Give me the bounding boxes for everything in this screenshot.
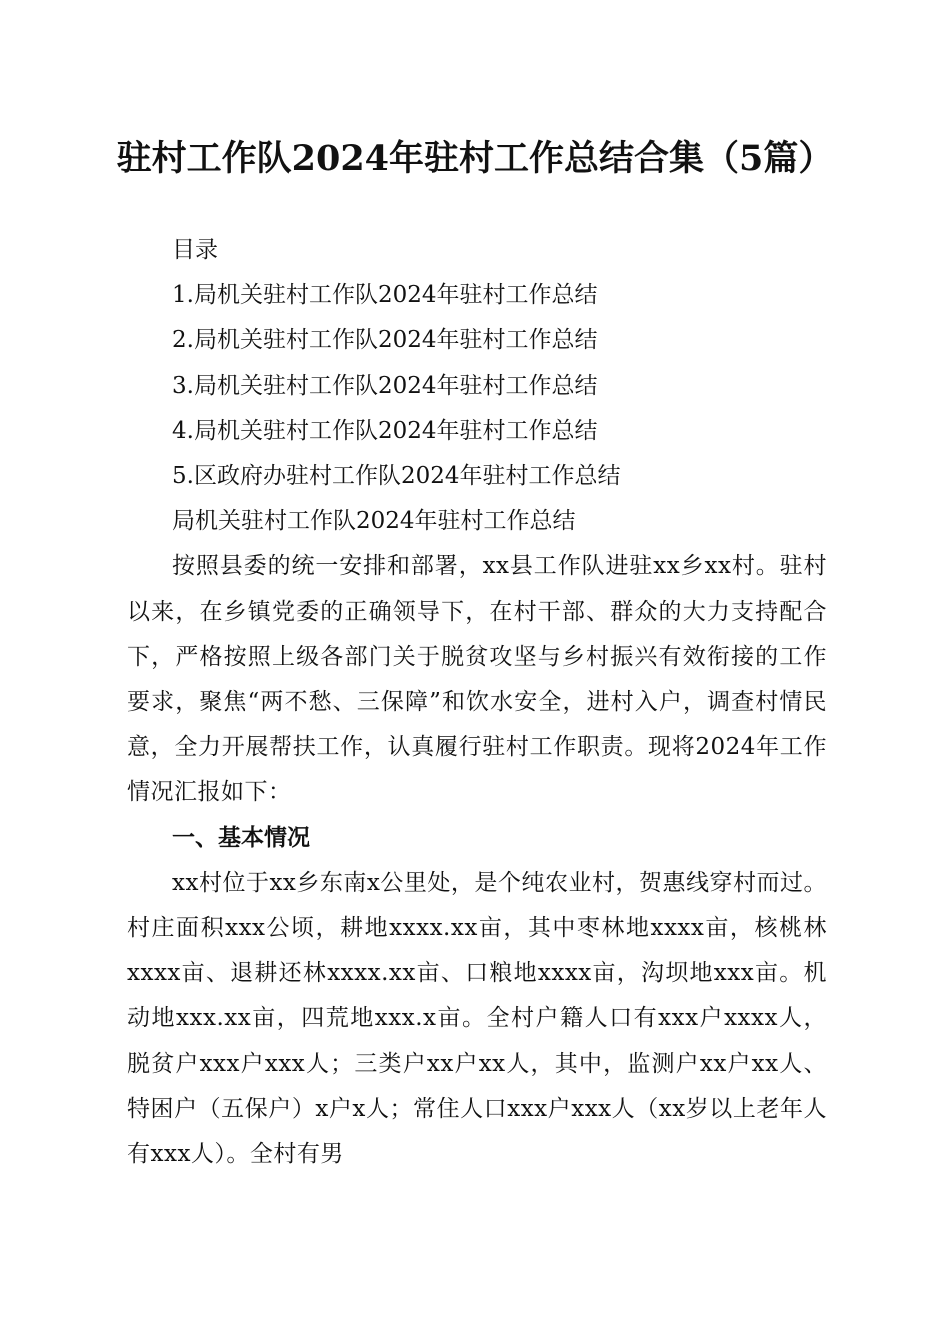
toc-item: 3.局机关驻村工作队2024年驻村工作总结 bbox=[172, 372, 598, 399]
intro-paragraph: 按照县委的统一安排和部署，xx县工作队进驻xx乡xx村。驻村以来，在乡镇党委的正确领导下，在村干部、群众的大力支持配合下，严格按照上级各部门关于脱贫攻坚与乡村振兴有效衔接的工作要求，聚焦“两不愁、三保障”和饮水安全，进村入户，调查村情民意，全力开展帮扶工作，认真履行驻村工作职责。现将2024年工作情况汇报如下： bbox=[127, 553, 827, 806]
toc-heading: 目录 bbox=[172, 237, 218, 263]
document-title: 驻村工作队2024年驻村工作总结合集（5篇） bbox=[116, 138, 834, 179]
document-body bbox=[127, 228, 827, 1177]
toc-item: 2.局机关驻村工作队2024年驻村工作总结 bbox=[172, 327, 598, 354]
toc-item: 4.局机关驻村工作队2024年驻村工作总结 bbox=[172, 417, 598, 444]
toc-item: 5.区政府办驻村工作队2024年驻村工作总结 bbox=[172, 463, 621, 490]
article-title: 局机关驻村工作队2024年驻村工作总结 bbox=[172, 508, 576, 535]
section-paragraph: xx村位于xx乡东南x公里处，是个纯农业村，贺惠线穿村而过。村庄面积xxx公顷，耕地xxxx.xx亩，其中枣林地xxxx亩，核桃林xxxx亩、退耕还林xxxx.xx亩、口粮地xxxx亩，沟坝地xxx亩。机动地xxx.xx亩，四荒地xxx.x亩。全村户籍人口有xxx户xxxx人，脱贫户xxx户xxx人；三类户xx户xx人，其中，监测户xx户xx人、特困户（五保户）x户x人；常住人口xxx户xxx人（xx岁以上老年人有xxx人）。全村有男 bbox=[127, 869, 827, 1168]
section-heading: 一、基本情况 bbox=[172, 824, 310, 851]
toc-item: 1.局机关驻村工作队2024年驻村工作总结 bbox=[172, 282, 598, 309]
